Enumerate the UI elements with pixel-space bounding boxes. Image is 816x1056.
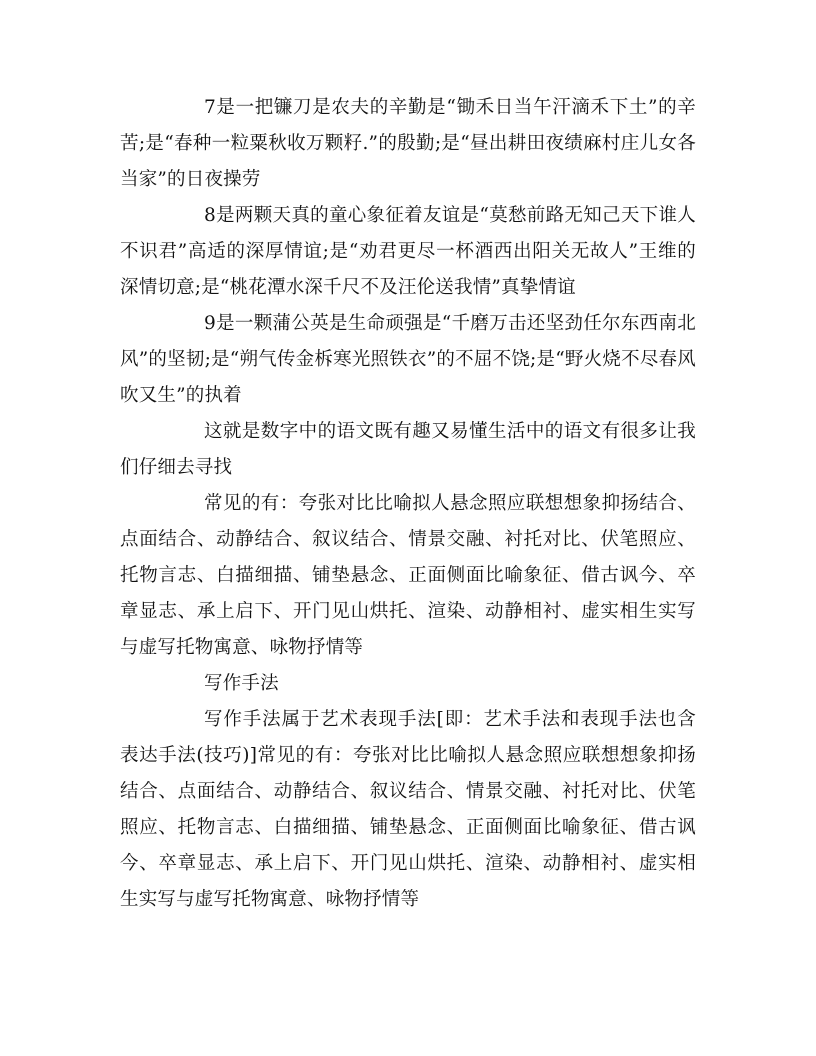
document-page (120, 90, 696, 918)
paragraph-number-seven: 7是一把镰刀是农夫的辛勤是“锄禾日当午汗滴禾下土”的辛苦;是“春种一粒粟秋收万颗籽.”的殷勤;是“昼出耕田夜绩麻村庄儿女各当家”的日夜操劳 (120, 97, 696, 190)
paragraph-number-eight: 8是两颗天真的童心象征着友谊是“莫愁前路无知己天下谁人不识君”高适的深厚情谊;是“劝君更尽一杯酒西出阳关无故人”王维的深情切意;是“桃花潭水深千尺不及汪伦送我情”真挚情谊 (120, 205, 696, 298)
paragraph-writing-techniques-definition: 写作手法属于艺术表现手法[即：艺术手法和表现手法也含表达手法(技巧)]常见的有：夸张对比比喻拟人悬念照应联想想象抑扬结合、点面结合、动静结合、叙议结合、情景交融、衬托对比、伏笔照应、托物言志、白描细描、铺垫悬念、正面侧面比喻象征、借古讽今、卒章显志、承上启下、开门见山烘托、渲染、动静相衬、虚实相生实写与虚写托物寓意、咏物抒情等 (120, 709, 696, 910)
paragraph-summary: 这就是数字中的语文既有趣又易懂生活中的语文有很多让我们仔细去寻找 (120, 421, 696, 478)
paragraph-common-techniques: 常见的有：夸张对比比喻拟人悬念照应联想想象抑扬结合、点面结合、动静结合、叙议结合、情景交融、衬托对比、伏笔照应、托物言志、白描细描、铺垫悬念、正面侧面比喻象征、借古讽今、卒章显志、承上启下、开门见山烘托、渲染、动静相衬、虚实相生实写与虚写托物寓意、咏物抒情等 (120, 493, 696, 658)
section-heading-writing-techniques: 写作手法 (204, 673, 279, 694)
paragraph-number-nine: 9是一颗蒲公英是生命顽强是“千磨万击还坚劲任尔东西南北风”的坚韧;是“朔气传金柝寒光照铁衣”的不屈不饶;是“野火烧不尽春风吹又生”的执着 (120, 313, 696, 406)
